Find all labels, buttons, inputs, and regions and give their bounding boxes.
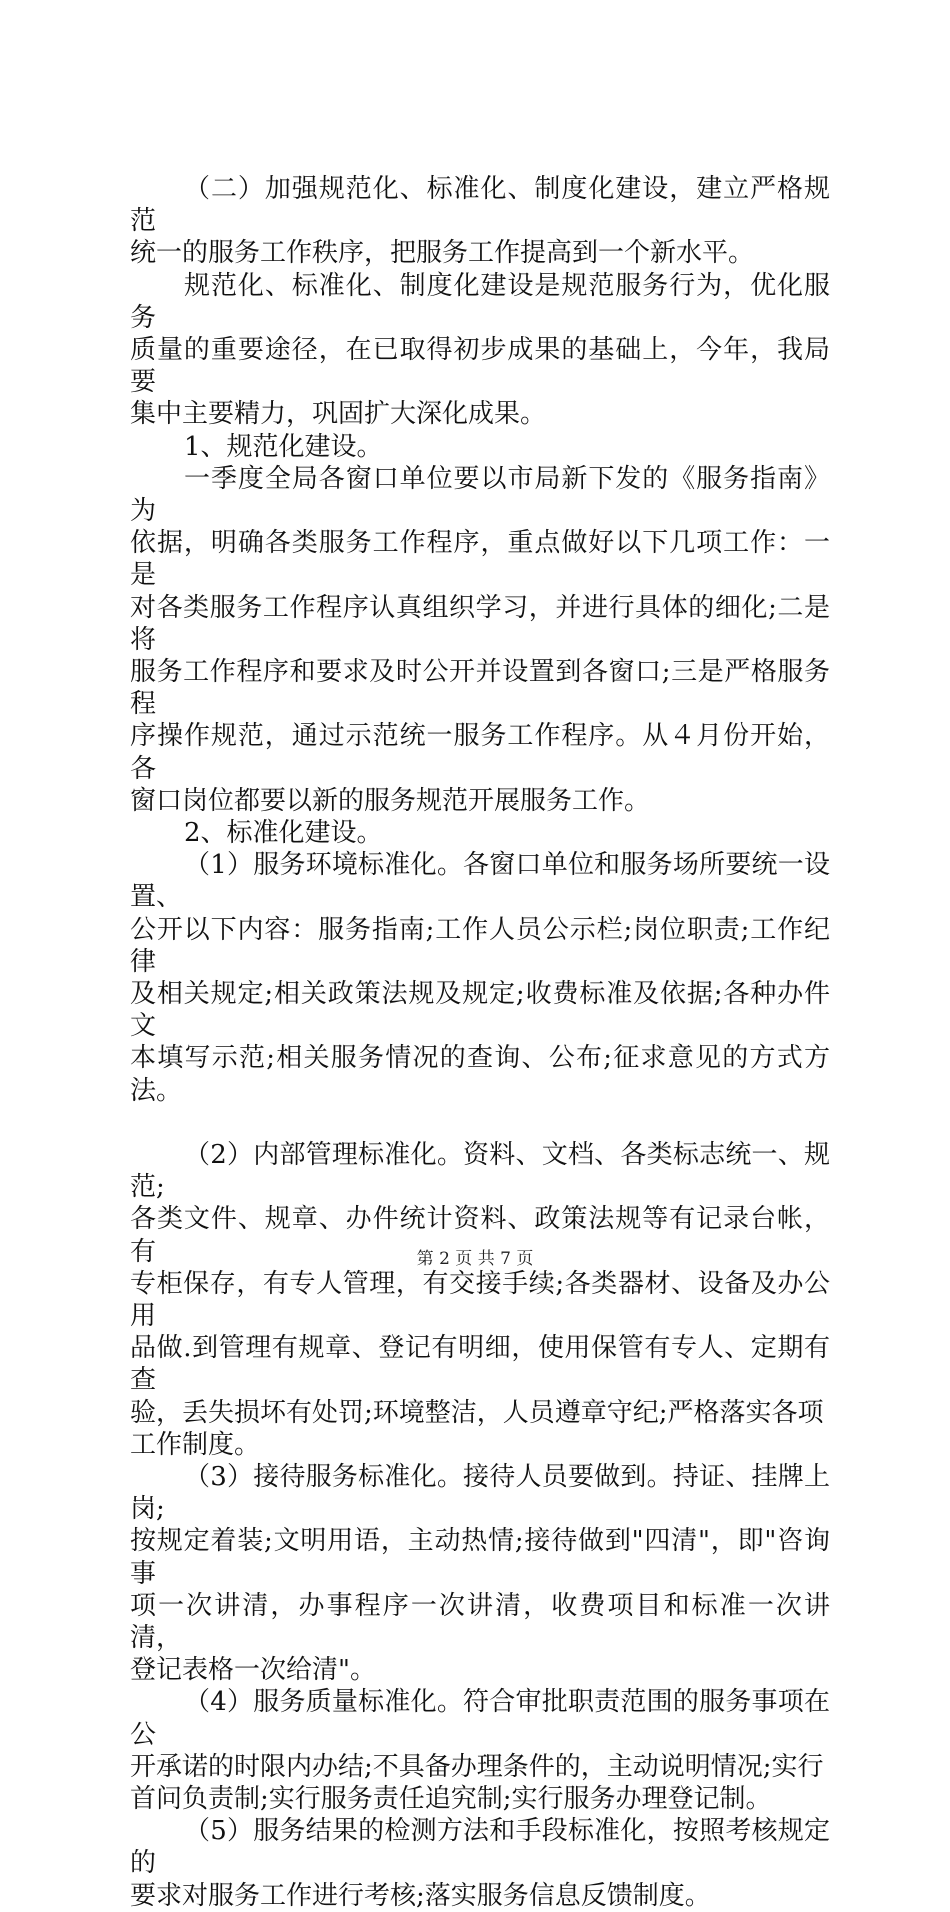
paragraph-intro: 规范化、标准化、制度化建设是规范服务行为，优化服务 质量的重要途径，在已取得初步成果的基础上，今年，我局要 集中主要精力，巩固扩大深化成果。 xyxy=(130,270,830,430)
paragraph-standardization-body: 一季度全局各窗口单位要以市局新下发的《服务指南》为 依据，明确各类服务工作程序，重点做好以下几项工作：一是 对各类服务工作程序认真组织学习，并进行具体的细化;二是将 服务工作程序和要求及时公开并设置到各窗口;三是严格服务程 序操作规范，通过示范统一服务工作程序。从４月份开始，各 窗口岗位都要以新的服务规范开展服务工作。 xyxy=(130,463,830,816)
document-body xyxy=(130,173,830,1912)
paragraph-subheading-2: 2、标准化建设。 xyxy=(184,818,383,849)
paragraph-item-1: （1）服务环境标准化。各窗口单位和服务场所要统一设置、 公开以下内容：服务指南;工作人员公示栏;岗位职责;工作纪律 及相关规定;相关政策法规及规定;收费标准及依据;各种办件文 本填写示范;相关服务情况的查询、公布;征求意见的方式方法。 xyxy=(130,850,830,1106)
paragraph-item-4: （4）服务质量标准化。符合审批职责范围的服务事项在公 开承诺的时限内办结;不具备办理条件的，主动说明情况;实行 首问负责制;实行服务责任追究制;实行服务办理登记制。 xyxy=(130,1687,830,1814)
paragraph-item-3: （3）接待服务标准化。接待人员要做到。持证、挂牌上岗; 按规定着装;文明用语，主动热情;接待做到"四清"，即"咨询事 项一次讲清，办事程序一次讲清，收费项目和标准一次讲清， 登记表格一次给清"。 xyxy=(130,1461,830,1686)
paragraph-gap xyxy=(130,1107,830,1139)
paragraph-subheading-1: 1、规范化建设。 xyxy=(184,431,383,462)
paragraph-section-heading: （二）加强规范化、标准化、制度化建设，建立严格规范 统一的服务工作秩序，把服务工作提高到一个新水平。 xyxy=(130,174,830,269)
paragraph-item-5: （5）服务结果的检测方法和手段标准化，按照考核规定的 要求对服务工作进行考核;落实服务信息反馈制度。 xyxy=(130,1816,830,1911)
page-number-footer: 第 2 页 共 7 页 xyxy=(416,1249,534,1269)
paragraph-item-2: （2）内部管理标准化。资料、文档、各类标志统一、规范; 各类文件、规章、办件统计资料、政策法规等有记录台帐，有 专柜保存，有专人管理，有交接手续;各类器材、设备及办公用 品做.到管理有规章、登记有明细，使用保管有专人、定期有查 验，丢失损坏有处罚;环境整洁，人员遵章守纪;严格落实各项 工作制度。 xyxy=(130,1139,830,1460)
